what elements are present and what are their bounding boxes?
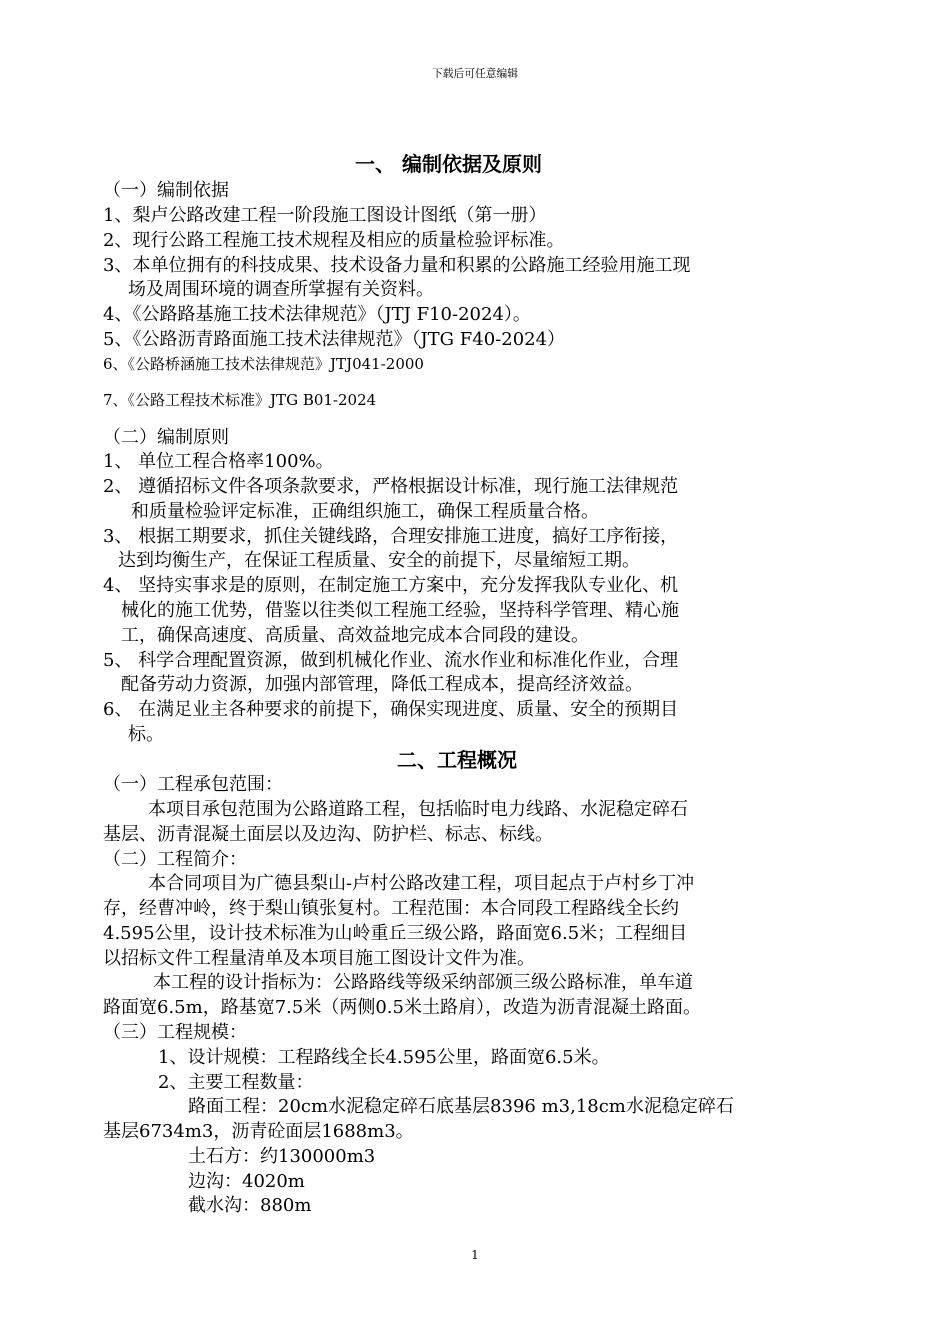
basis-line: 场及周围环境的调查所掌握有关资料。 (128, 279, 434, 300)
intro-line: 本合同项目为广德县梨山-卢村公路改建工程，项目起点于卢村乡丁冲 (148, 873, 695, 894)
principle-line: 3、 根据工期要求，抓住关键线路，合理安排施工进度，搞好工序衔接， (103, 526, 679, 547)
principle-line: 和质量检验评定标准，正确组织施工，确保工程质量合格。 (131, 501, 599, 522)
subheading-intro: （二）工程简介： (103, 849, 247, 870)
page-header: 下载后可任意编辑 (431, 67, 519, 80)
basis-line: 6、《公路桥涵施工技术法律规范》JTJ041-2000 (103, 355, 424, 373)
subheading-scope: （一）工程承包范围： (103, 774, 283, 795)
subheading-basis: （一）编制依据 (103, 180, 229, 201)
scale-line: 2、主要工程数量： (158, 1072, 314, 1093)
intro-line: 4.595公里，设计技术标准为山岭重丘三级公路，路面宽6.5米；工程细目 (103, 923, 688, 944)
scale-line: 路面工程：20cm水泥稳定碎石底基层8396 m3,18cm水泥稳定碎石 (188, 1096, 734, 1117)
principle-line: 械化的施工优势，借鉴以往类似工程施工经验，坚持科学管理、精心施 (121, 600, 679, 621)
scope-line: 基层、沥青混凝土面层以及边沟、防护栏、标志、标线。 (103, 824, 553, 845)
principle-line: 达到均衡生产，在保证工程质量、安全的前提下，尽量缩短工期。 (118, 550, 640, 571)
intro-line: 路面宽6.5m，路基宽7.5米（两侧0.5米土路肩），改造为沥青混凝土路面。 (103, 997, 701, 1018)
subheading-principles: （二）编制原则 (103, 427, 229, 448)
scope-line: 本项目承包范围为公路道路工程，包括临时电力线路、水泥稳定碎石 (148, 799, 688, 820)
basis-line: 7、《公路工程技术标准》JTG B01-2024 (103, 391, 377, 409)
principle-line: 工，确保高速度、高质量、高效益地完成本合同段的建设。 (121, 625, 589, 646)
basis-line: 1、梨卢公路改建工程一阶段施工图设计图纸（第一册） (103, 205, 547, 226)
scale-line: 土石方：约130000m3 (188, 1146, 376, 1167)
subheading-scale: （三）工程规模： (103, 1022, 247, 1043)
intro-line: 本工程的设计指标为：公路路线等级采纳部颁三级公路标准，单车道 (153, 972, 693, 993)
section-1-title: 一、 编制依据及原则 (355, 152, 542, 176)
principle-line: 6、 在满足业主各种要求的前提下，确保实现进度、质量、安全的预期目 (103, 699, 679, 720)
intro-line: 以招标文件工程量清单及本项目施工图设计文件为准。 (103, 948, 535, 969)
principle-line: 配备劳动力资源，加强内部管理，降低工程成本，提高经济效益。 (121, 674, 643, 695)
basis-line: 4、《公路路基施工技术法律规范》（JTJ F10-2024）。 (103, 304, 531, 325)
scale-line: 1、设计规模：工程路线全长4.595公里，路面宽6.5米。 (158, 1047, 610, 1068)
scale-line: 基层6734m3，沥青砼面层1688m3。 (103, 1121, 414, 1142)
scale-line: 截水沟：880m (188, 1195, 312, 1216)
section-2-title: 二、工程概况 (397, 748, 517, 772)
principle-line: 4、 坚持实事求是的原则，在制定施工方案中，充分发挥我队专业化、机 (103, 575, 679, 596)
basis-line: 2、现行公路工程施工技术规程及相应的质量检验评标准。 (103, 230, 565, 251)
page-number: 1 (471, 1248, 479, 1262)
scale-line: 边沟：4020m (188, 1171, 305, 1192)
basis-line: 3、本单位拥有的科技成果、技术设备力量和积累的公路施工经验用施工现 (103, 255, 691, 276)
principle-line: 标。 (128, 724, 164, 745)
principle-line: 2、 遵循招标文件各项条款要求，严格根据设计标准，现行施工法律规范 (103, 476, 679, 497)
principle-line: 5、 科学合理配置资源，做到机械化作业、流水作业和标准化作业，合理 (103, 650, 679, 671)
basis-line: 5、《公路沥青路面施工技术法律规范》（JTG F40-2024） (103, 329, 566, 350)
intro-line: 存，经曹冲岭，终于梨山镇张复村。工程范围：本合同段工程路线全长约 (103, 898, 679, 919)
principle-line: 1、 单位工程合格率100%。 (103, 451, 334, 472)
